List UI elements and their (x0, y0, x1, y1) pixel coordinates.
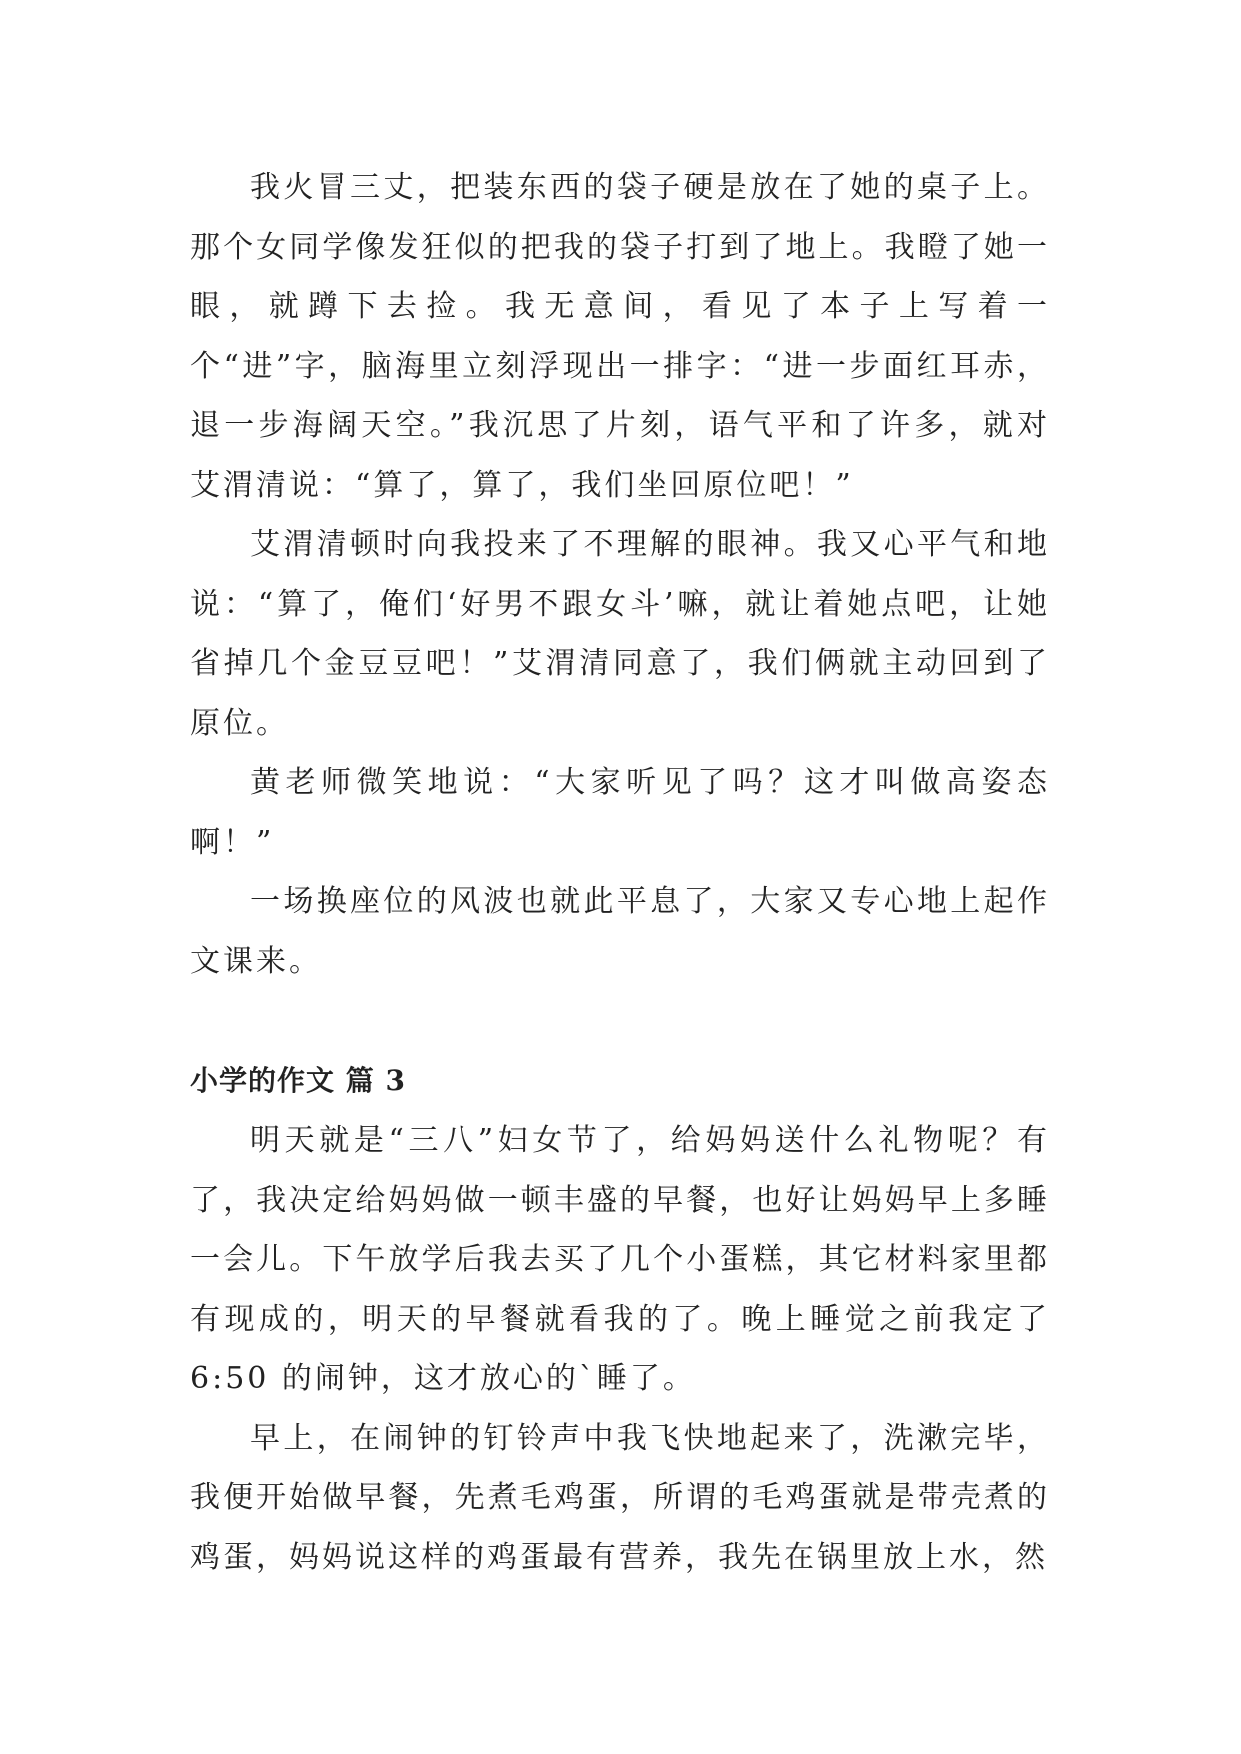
paragraph: 黄老师微笑地说：“大家听见了吗？这才叫做高姿态啊！” (190, 765, 1050, 860)
section-spacer (190, 991, 1050, 1051)
paragraph: 一场换座位的风波也就此平息了，大家又专心地上起作文课来。 (190, 884, 1050, 979)
document-page (190, 158, 1050, 1587)
paragraph: 艾渭清顿时向我投来了不理解的眼神。我又心平气和地说：“算了，俺们‘好男不跟女斗’嘛，就让着她点吧，让她省掉几个金豆豆吧！”艾渭清同意了，我们俩就主动回到了原位。 (190, 527, 1050, 741)
paragraph: 我火冒三丈，把装东西的袋子硬是放在了她的桌子上。那个女同学像发狂似的把我的袋子打到了地上。我瞪了她一眼，就蹲下去捡。我无意间，看见了本子上写着一个“进”字，脑海里立刻浮现出一排字：“进一步面红耳赤，退一步海阔天空。”我沉思了片刻，语气平和了许多，就对艾渭清说：“算了，算了，我们坐回原位吧！” (190, 170, 1050, 503)
paragraph: 早上，在闹钟的钉铃声中我飞快地起来了，洗漱完毕，我便开始做早餐，先煮毛鸡蛋，所谓的毛鸡蛋就是带壳煮的鸡蛋，妈妈说这样的鸡蛋最有营养，我先在锅里放上水，然 (190, 1420, 1050, 1575)
section-heading: 小学的作文 篇 3 (190, 1064, 406, 1097)
paragraph: 明天就是“三八”妇女节了，给妈妈送什么礼物呢？有了，我决定给妈妈做一顿丰盛的早餐，也好让妈妈早上多睡一会儿。下午放学后我去买了几个小蛋糕，其它材料家里都有现成的，明天的早餐就看我的了。晚上睡觉之前我定了 6:50 的闹钟，这才放心的`睡了。 (190, 1123, 1050, 1396)
